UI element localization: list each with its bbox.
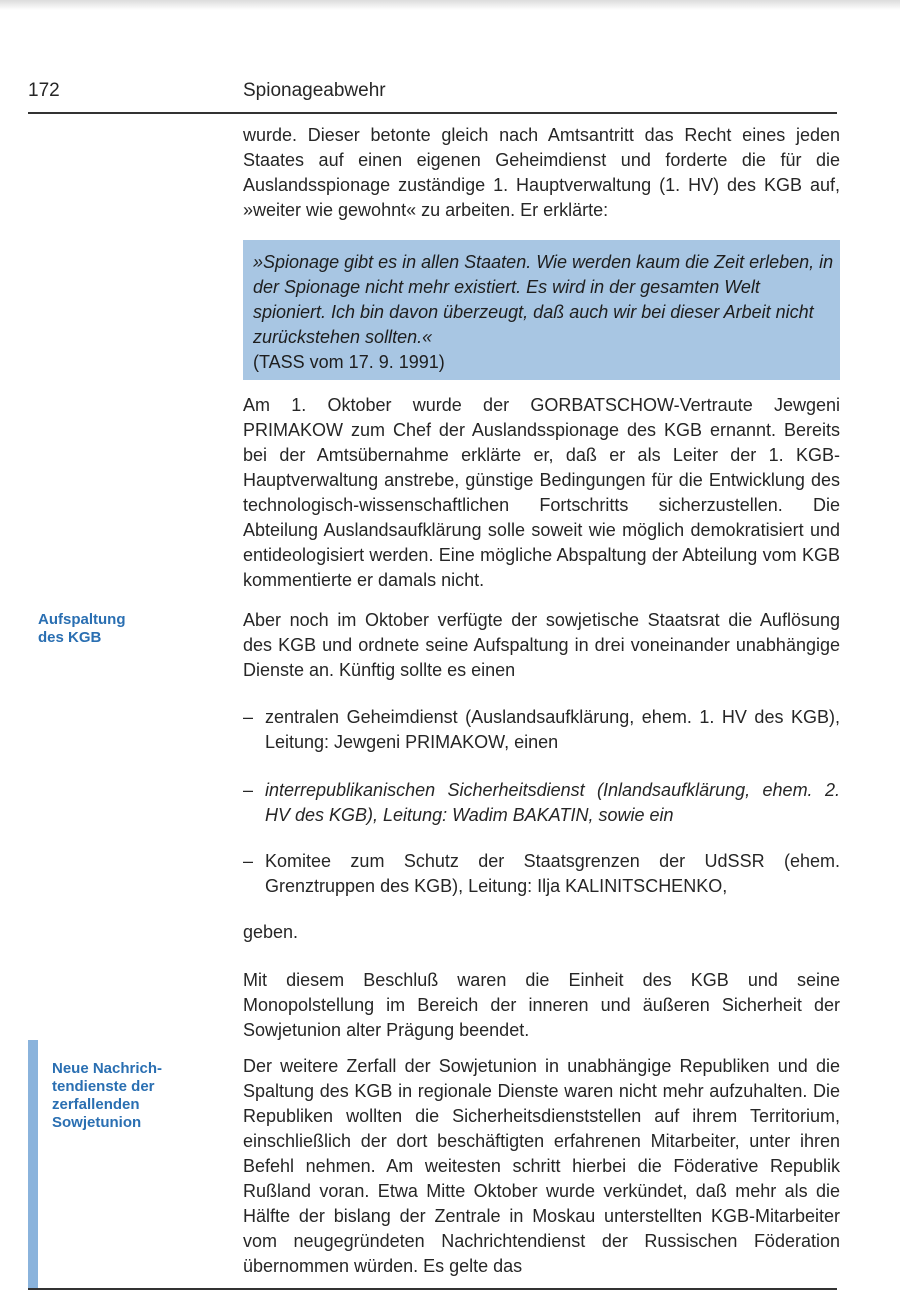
marginal-line: tendienste der <box>52 1078 155 1095</box>
marginal-line: Aufspaltung <box>38 611 126 628</box>
marginal-line: Neue Nachrich- <box>52 1060 163 1077</box>
paragraph-zerfall <box>243 1054 840 1279</box>
marginal-note-neue-dienste <box>52 1060 212 1132</box>
quote-box <box>243 240 840 380</box>
paragraph-aufspaltung <box>243 608 840 683</box>
header-rule <box>28 112 837 114</box>
marginal-note-aufspaltung <box>38 611 198 647</box>
page-header <box>28 80 838 110</box>
paragraph-beschluss <box>243 968 840 1043</box>
list-item-text: zentralen Geheimdienst (Auslandsaufklärung, ehem. 1. HV des KGB), Leitung: Jewgeni PRIMAKOW, einen <box>265 707 840 752</box>
page-top-shade <box>0 0 900 10</box>
marginal-line: zerfallenden <box>52 1096 140 1113</box>
list-dash: – <box>243 851 254 871</box>
paragraph-geben <box>243 920 840 945</box>
quote-source: (TASS vom 17. 9. 1991) <box>253 352 445 372</box>
page-number: 172 <box>28 80 60 101</box>
paragraph-text: Der weitere Zerfall der Sowjetunion in unabhängige Republiken und die Spaltung des KGB in regionale Dienste waren nicht mehr aufzuhalten. Die Republiken wollten die Sicherheitsdienststellen auf ihrem Territorium, einschließlich der dort beschäftigten erfahrenen Mitarbeiter, unter ihren Befehl nehmen. Am weitesten schritt hierbei die Föderative Republik Rußland voran. Etwa Mitte Oktober wurde verkündet, daß mehr als die Hälfte der bislang der Zentrale in Moskau unterstellten KGB-Mitarbeiter vom neugegründeten Nachrichtendienst der Russischen Föderation übernommen würden. Es gelte das <box>243 1056 840 1276</box>
list-item-text: Komitee zum Schutz der Staatsgrenzen der UdSSR (ehem. Grenztruppen des KGB), Leitung: Ilja KALINITSCHENKO, <box>265 851 840 896</box>
list-item-text: interrepublikanischen Sicherheitsdienst (Inlandsaufklärung, ehem. 2. HV des KGB), Leitung: Wadim BAKATIN, sowie ein <box>265 780 840 825</box>
footer-rule <box>28 1288 837 1290</box>
side-color-block <box>28 1040 38 1290</box>
quote-text: »Spionage gibt es in allen Staaten. Wie werden kaum die Zeit erleben, in der Spionage nicht mehr existiert. Es wird in der gesamten Welt spioniert. Ich bin davon überzeugt, daß auch wir bei dieser Arbeit nicht zurückstehen sollten.« <box>253 252 834 347</box>
marginal-line: Sowjetunion <box>52 1114 142 1131</box>
paragraph-intro <box>243 123 840 223</box>
paragraph-text: wurde. Dieser betonte gleich nach Amtsantritt das Recht eines jeden Staates auf einen eigenen Geheimdienst und forderte die für die Auslandsspionage zuständige 1. Hauptverwaltung (1. HV) des KGB auf, »weiter wie gewohnt« zu arbeiten. Er erklärte: <box>243 125 840 220</box>
quote-content <box>253 250 835 375</box>
paragraph-text: Aber noch im Oktober verfügte der sowjetische Staatsrat die Auflösung des KGB und ordnete seine Aufspaltung in drei voneinander unabhängige Dienste an. Künftig sollte es einen <box>243 610 840 680</box>
paragraph-text: Am 1. Oktober wurde der GORBATSCHOW-Vertraute Jewgeni PRIMAKOW zum Chef der Auslandsspionage des KGB ernannt. Bereits bei der Amtsübernahme erklärte er, daß er als Leiter der 1. KGB-Hauptverwaltung anstrebe, günstige Bedingungen für die Entwicklung des technologisch-wissenschaftlichen Fortschritts sicherzustellen. Die Abteilung Auslandsaufklärung solle soweit wie möglich demokratisiert und entideologisiert werden. Eine mögliche Abspaltung der Abteilung vom KGB kommentierte er damals nicht. <box>243 395 840 590</box>
paragraph-text: Mit diesem Beschluß waren die Einheit des KGB und seine Monopolstellung im Bereich der inneren und äußeren Sicherheit der Sowjetunion alter Prägung beendet. <box>243 970 840 1040</box>
marginal-line: des KGB <box>38 629 102 646</box>
list-dash: – <box>243 707 254 727</box>
list-dash: – <box>243 780 254 800</box>
paragraph-primakow <box>243 393 840 593</box>
running-title: Spionageabwehr <box>243 80 386 101</box>
paragraph-text: geben. <box>243 922 299 942</box>
